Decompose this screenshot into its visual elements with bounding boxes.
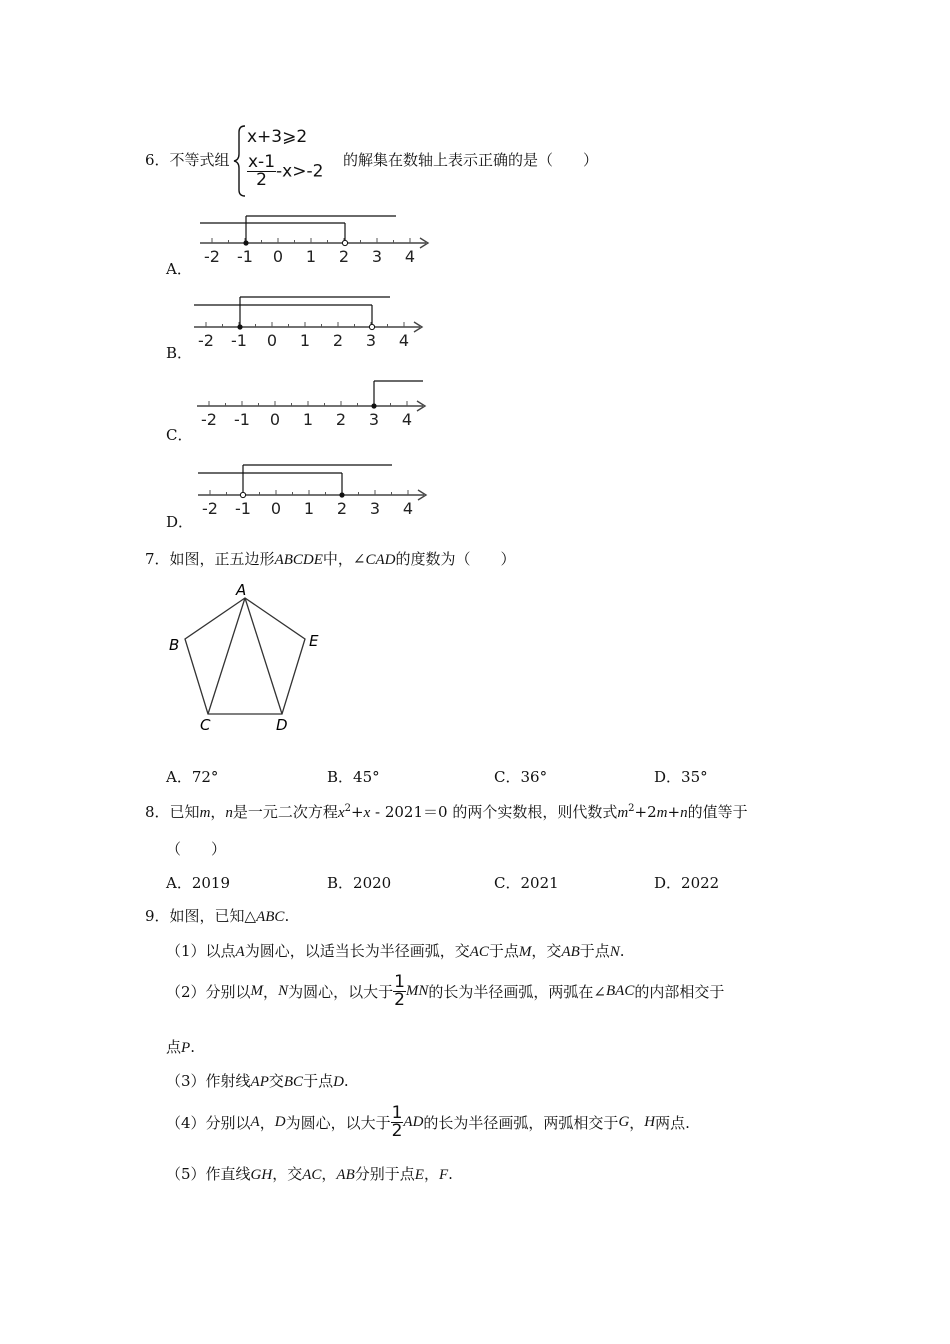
- q6-number: 6．: [145, 151, 170, 169]
- tick-label: 0: [270, 499, 282, 518]
- q6-d-open-point: [240, 492, 245, 497]
- q6-option-c-numberline: [187, 369, 437, 431]
- q8-stem: 8．已知m，n是一元二次方程$x^2+x$ ‑ 2021＝0 的两个实数根，则代数式$m^2+2m+n$的值等于: [145, 803, 748, 821]
- q8-option-c: C．2021: [494, 874, 559, 892]
- q9-s4-fraction: $\frac{1}{2}$: [391, 1103, 403, 1141]
- tick-label: -2: [202, 499, 218, 518]
- q6-option-b-numberline: [184, 290, 434, 352]
- tick-label: 1: [299, 331, 311, 350]
- tick-label: 3: [368, 410, 380, 429]
- q6-stem: [145, 149, 230, 170]
- tick-label: 2: [338, 247, 350, 266]
- tick-label: 2: [332, 331, 344, 350]
- tick-label: -2: [201, 410, 217, 429]
- q6-d-solid-point: [339, 492, 344, 497]
- q7-option-d: D．35°: [654, 768, 708, 786]
- q6-option-a-label: A．: [166, 260, 192, 278]
- q9-step-3: （3）作射线AP交BC于点D.: [166, 1072, 349, 1090]
- q6-suffix: 的解集在数轴上表示正确的是（ ）: [343, 151, 599, 169]
- tick-label: -2: [198, 331, 214, 350]
- tick-label: -1: [235, 499, 251, 518]
- vertex-label-a: A: [236, 581, 247, 599]
- tick-label: -2: [204, 247, 220, 266]
- tick-label: 3: [369, 499, 381, 518]
- q6-option-d-numberline: [188, 458, 438, 520]
- q6-option-a-numberline: [190, 206, 440, 268]
- vertex-label-b: B: [169, 636, 180, 654]
- tick-label: -1: [231, 331, 247, 350]
- tick-label: -1: [237, 247, 253, 266]
- tick-label: 1: [305, 247, 317, 266]
- tick-label: 4: [398, 331, 410, 350]
- segment-ad: [245, 598, 282, 714]
- q8-option-d: D．2022: [654, 874, 720, 892]
- q8-option-b: B．2020: [327, 874, 392, 892]
- tick-label: 0: [269, 410, 281, 429]
- q6-option-d-label: D．: [166, 513, 194, 531]
- q7-stem: 7．如图，正五边形ABCDE中，∠CAD的度数为（ ）: [145, 550, 516, 568]
- q6-c-solid-point: [371, 403, 376, 408]
- tick-label: 2: [336, 499, 348, 518]
- q6-brace: [232, 124, 248, 198]
- tick-label: 2: [335, 410, 347, 429]
- q6-inequality-2: $\frac{x-1}{2}$ -x>-2: [248, 152, 324, 190]
- q9-intro: 9．如图，已知△ABC.: [145, 907, 290, 925]
- tick-label: 3: [371, 247, 383, 266]
- q7-option-b: B．45°: [327, 768, 380, 786]
- tick-label: 4: [402, 499, 414, 518]
- q9-step-5: （5）作直线GH，交AC，AB分别于点E，F.: [166, 1165, 453, 1183]
- tick-label: 4: [404, 247, 416, 266]
- tick-label: 4: [401, 410, 413, 429]
- segment-ac: [208, 598, 245, 714]
- q9-step-1: （1）以点A为圆心，以适当长为半径画弧，交AC于点M，交AB于点N.: [166, 942, 625, 960]
- tick-label: 0: [266, 331, 278, 350]
- q6-inequality-1: x+3⩾2: [247, 127, 308, 147]
- q7-option-c: C．36°: [494, 768, 548, 786]
- q6-b-solid-point: [237, 324, 242, 329]
- q9-step-2: （2）分别以M，N为圆心，以大于 $\frac{1}{2}$ MN的长为半径画弧，两弧在∠BAC的内部相交于: [166, 972, 725, 1010]
- vertex-label-e: E: [309, 632, 319, 650]
- q6-option-c-label: C．: [166, 426, 193, 444]
- tick-label: 0: [272, 247, 284, 266]
- q6-prefix: 不等式组: [169, 151, 230, 169]
- q7-pentagon-figure: [160, 578, 340, 738]
- q8-option-a: A．2019: [166, 874, 231, 892]
- q6-fraction: $\frac{x-1}{2}$: [248, 152, 276, 190]
- q6-a-solid-point: [243, 240, 248, 245]
- q6-option-b-label: B．: [166, 344, 193, 362]
- pentagon-abcde: [185, 598, 305, 714]
- tick-label: -1: [234, 410, 250, 429]
- q9-s2-fraction: $\frac{1}{2}$: [394, 972, 405, 1010]
- q9-step-2-cont: 点P.: [166, 1038, 195, 1056]
- q6-a-open-point: [342, 240, 347, 245]
- vertex-label-c: C: [200, 716, 211, 734]
- tick-label: 1: [303, 499, 315, 518]
- q6-b-open-point: [369, 324, 374, 329]
- tick-label: 1: [302, 410, 314, 429]
- q7-option-a: A．72°: [166, 768, 219, 786]
- q8-answer-paren: （ ）: [166, 840, 227, 858]
- tick-label: 3: [365, 331, 377, 350]
- q9-step-4: （4）分别以A，D为圆心，以大于 $\frac{1}{2}$ AD的长为半径画弧，两弧相交于G，H两点.: [166, 1103, 690, 1141]
- vertex-label-d: D: [276, 716, 288, 734]
